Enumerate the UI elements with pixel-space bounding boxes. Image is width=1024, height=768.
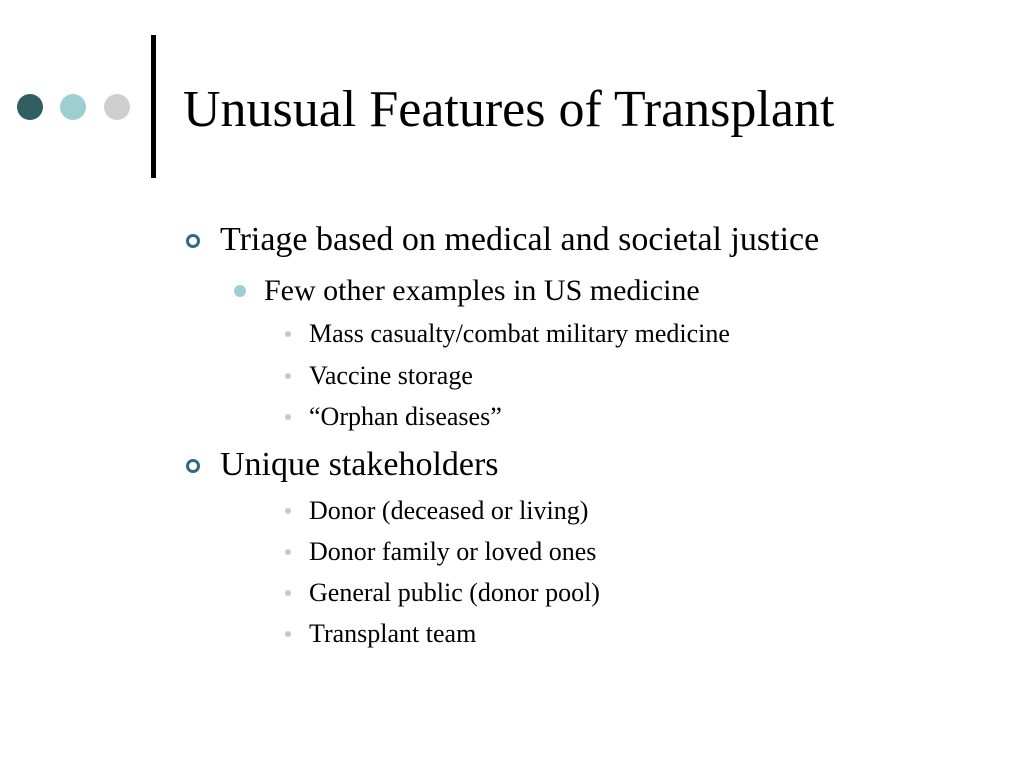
level1-bullet-icon xyxy=(186,459,200,473)
level3-bullet-icon xyxy=(285,549,291,555)
bullet-level3-donor-family: Donor family or loved ones xyxy=(309,537,597,566)
bullet-level3-orphan-diseases: “Orphan diseases” xyxy=(309,402,502,431)
level3-bullet-icon xyxy=(285,590,291,596)
bullet-level1-unique-stakeholders: Unique stakeholders xyxy=(220,446,499,483)
level3-bullet-icon xyxy=(285,331,291,337)
bullet-level3-donor: Donor (deceased or living) xyxy=(309,496,589,525)
decorative-dot-light xyxy=(104,94,130,120)
level3-bullet-icon xyxy=(285,414,291,420)
decorative-dot-mid xyxy=(60,94,86,120)
level3-bullet-icon xyxy=(285,508,291,514)
level2-bullet-icon xyxy=(234,285,246,297)
slide-title: Unusual Features of Transplant xyxy=(183,81,835,138)
bullet-level3-mass-casualty: Mass casualty/combat military medicine xyxy=(309,319,730,348)
title-divider xyxy=(151,35,156,178)
bullet-level1-triage: Triage based on medical and societal justice xyxy=(220,221,820,258)
level3-bullet-icon xyxy=(285,631,291,637)
level1-bullet-icon xyxy=(186,234,200,248)
bullet-level3-transplant-team: Transplant team xyxy=(309,619,477,648)
bullet-level3-vaccine-storage: Vaccine storage xyxy=(309,361,473,390)
bullet-level3-general-public: General public (donor pool) xyxy=(309,578,600,607)
decorative-dot-dark xyxy=(17,94,43,120)
bullet-level2-few-examples: Few other examples in US medicine xyxy=(264,274,700,307)
level3-bullet-icon xyxy=(285,373,291,379)
